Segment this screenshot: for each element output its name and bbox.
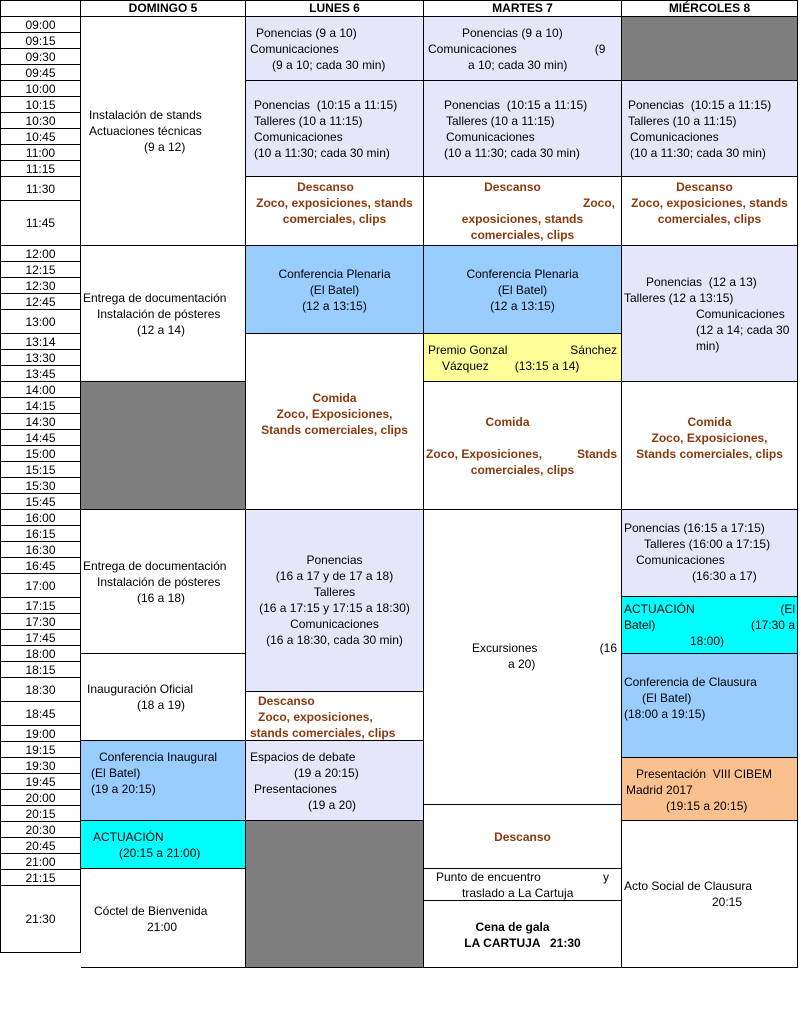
event-lunes-ponencias-3: Ponencias (16 a 17 y de 17 a 18) Talleres (16 a 17:15 y 17:15 a 18:30) Comunicaciones (16 a 18:30, cada 30 min) xyxy=(246,510,424,692)
time-slot: 19:30 xyxy=(0,758,81,774)
event-lunes-comida: Comida Zoco, Exposiciones, Stands comerciales, clips xyxy=(246,334,424,510)
event-domingo-coctel: Cóctel de Bienvenida 21:00 xyxy=(81,869,246,968)
time-slot: 16:15 xyxy=(0,526,81,542)
time-slot: 10:30 xyxy=(0,113,81,129)
time-slot: 17:45 xyxy=(0,630,81,646)
time-slot: 15:00 xyxy=(0,446,81,462)
time-slot: 18:15 xyxy=(0,662,81,678)
time-slot: 20:15 xyxy=(0,806,81,822)
time-slot: 17:00 xyxy=(0,574,81,598)
time-slot: 11:30 xyxy=(0,177,81,201)
time-slot: 13:14 xyxy=(0,334,81,350)
event-domingo-actuacion: ACTUACIÓN (20:15 a 21:00) xyxy=(81,821,246,869)
event-domingo-documentacion-1: Entrega de documentación Instalación de pósteres (12 a 14) xyxy=(81,246,246,382)
time-slot: 12:30 xyxy=(0,278,81,294)
time-slot: 09:00 xyxy=(0,17,81,33)
event-lunes-ponencias-1: Ponencias (9 a 10) Comunicaciones (9 a 10; cada 30 min) xyxy=(246,17,424,81)
time-slot: 19:00 xyxy=(0,726,81,742)
time-slot: 18:30 xyxy=(0,678,81,702)
day-header-lunes: LUNES 6 xyxy=(246,0,424,17)
time-slot: 19:45 xyxy=(0,774,81,790)
event-miercoles-ponencias-3: Ponencias (12 a 13) Talleres (12 a 13:15) Comunicaciones (12 a 14; cada 30 min) xyxy=(622,246,798,382)
event-miercoles-ponencias-4: Ponencias (16:15 a 17:15) Talleres (16:00 a 17:15) Comunicaciones (16:30 a 17) xyxy=(622,510,798,597)
time-slot: 20:00 xyxy=(0,790,81,806)
event-lunes-descanso-1: Descanso Zoco, exposiciones, stands comerciales, clips xyxy=(246,177,424,246)
time-slot: 18:00 xyxy=(0,646,81,662)
time-slot: 21:00 xyxy=(0,854,81,870)
time-slot: 10:45 xyxy=(0,129,81,145)
event-martes-excursiones: Excursiones (16 a 20) xyxy=(424,510,622,805)
time-slot: 14:00 xyxy=(0,382,81,398)
time-slot: 11:45 xyxy=(0,201,81,246)
event-martes-cena: Cena de gala LA CARTUJA 21:30 xyxy=(424,901,622,968)
event-martes-descanso-1: Descanso Zoco, exposiciones, stands comerciales, clips xyxy=(424,177,622,246)
event-miercoles-empty xyxy=(622,17,798,81)
event-martes-ponencias-2: Ponencias (10:15 a 11:15) Talleres (10 a 11:15) Comunicaciones (10 a 11:30; cada 30 min) xyxy=(424,81,622,177)
time-slot: 21:30 xyxy=(0,886,81,953)
event-miercoles-clausura: Conferencia de Clausura (El Batel) (18:00 a 19:15) xyxy=(622,654,798,758)
time-slot: 20:30 xyxy=(0,822,81,838)
time-slot: 14:45 xyxy=(0,430,81,446)
time-slot: 14:15 xyxy=(0,398,81,414)
time-slot: 15:30 xyxy=(0,478,81,494)
time-slot: 15:45 xyxy=(0,494,81,510)
time-slot: 15:15 xyxy=(0,462,81,478)
time-slot: 13:45 xyxy=(0,366,81,382)
time-slot: 17:15 xyxy=(0,598,81,614)
time-slot: 13:30 xyxy=(0,350,81,366)
time-slot: 11:00 xyxy=(0,145,81,161)
event-miercoles-cibem: Presentación VIII CIBEM Madrid 2017 (19:15 a 20:15) xyxy=(622,758,798,821)
event-lunes-ponencias-2: Ponencias (10:15 a 11:15) Talleres (10 a 11:15) Comunicaciones (10 a 11:30; cada 30 min) xyxy=(246,81,424,177)
time-slot: 16:30 xyxy=(0,542,81,558)
time-slot: 09:45 xyxy=(0,65,81,81)
time-slot: 10:15 xyxy=(0,97,81,113)
header-corner xyxy=(0,0,81,17)
event-martes-ponencias-1: Ponencias (9 a 10) Comunicaciones (9 a 10; cada 30 min) xyxy=(424,17,622,81)
event-domingo-stands: Instalación de stands Actuaciones técnicas (9 a 12) xyxy=(81,17,246,246)
time-slot: 18:45 xyxy=(0,702,81,726)
time-slot: 12:15 xyxy=(0,262,81,278)
time-slot: 09:30 xyxy=(0,49,81,65)
event-miercoles-ponencias-2: Ponencias (10:15 a 11:15) Talleres (10 a 11:15) Comunicaciones (10 a 11:30; cada 30 min) xyxy=(622,81,798,177)
time-slot: 10:00 xyxy=(0,81,81,97)
time-slot: 16:00 xyxy=(0,510,81,526)
day-header-martes: MARTES 7 xyxy=(424,0,622,17)
time-slot: 19:15 xyxy=(0,742,81,758)
event-martes-descanso-2: Descanso xyxy=(424,805,622,869)
event-miercoles-actuacion: ACTUACIÓN (El Batel) (17:30 a 18:00) xyxy=(622,597,798,654)
event-miercoles-descanso-1: Descanso Zoco, exposiciones, stands comerciales, clips xyxy=(622,177,798,246)
day-header-domingo: DOMINGO 5 xyxy=(81,0,246,17)
time-slot: 17:30 xyxy=(0,614,81,630)
event-domingo-empty-1 xyxy=(81,382,246,510)
time-slot: 21:15 xyxy=(0,870,81,886)
time-slot: 12:45 xyxy=(0,294,81,310)
event-domingo-documentacion-2: Entrega de documentación Instalación de pósteres (16 a 18) xyxy=(81,510,246,654)
event-domingo-conferencia-inaugural: Conferencia Inaugural (El Batel) (19 a 20:15) xyxy=(81,741,246,821)
time-slot: 09:15 xyxy=(0,33,81,49)
event-lunes-empty xyxy=(246,821,424,968)
event-martes-comida: Comida Zoco, Exposiciones, Stands comerciales, clips xyxy=(424,382,622,510)
time-slot: 13:00 xyxy=(0,310,81,334)
event-martes-punto-encuentro: Punto de encuentro y traslado a La Cartuja xyxy=(424,869,622,901)
event-miercoles-comida: Comida Zoco, Exposiciones, Stands comerciales, clips xyxy=(622,382,798,510)
event-lunes-debate: Espacios de debate (19 a 20:15) Presentaciones (19 a 20) xyxy=(246,741,424,821)
time-slot: 20:45 xyxy=(0,838,81,854)
event-martes-plenaria: Conferencia Plenaria (El Batel) (12 a 13:15) xyxy=(424,246,622,334)
time-slot: 14:30 xyxy=(0,414,81,430)
event-lunes-plenaria: Conferencia Plenaria (El Batel) (12 a 13:15) xyxy=(246,246,424,334)
time-slot: 16:45 xyxy=(0,558,81,574)
event-martes-premio: Premio Gonzal Sánchez Vázquez (13:15 a 14) xyxy=(424,334,622,382)
time-slot: 12:00 xyxy=(0,246,81,262)
day-header-miercoles: MIÉRCOLES 8 xyxy=(622,0,798,17)
time-slot: 11:15 xyxy=(0,161,81,177)
event-miercoles-acto-social: Acto Social de Clausura 20:15 xyxy=(622,821,798,968)
event-lunes-descanso-2: Descanso Zoco, exposiciones, stands comerciales, clips xyxy=(246,692,424,741)
event-domingo-inauguracion: Inauguración Oficial (18 a 19) xyxy=(81,654,246,741)
